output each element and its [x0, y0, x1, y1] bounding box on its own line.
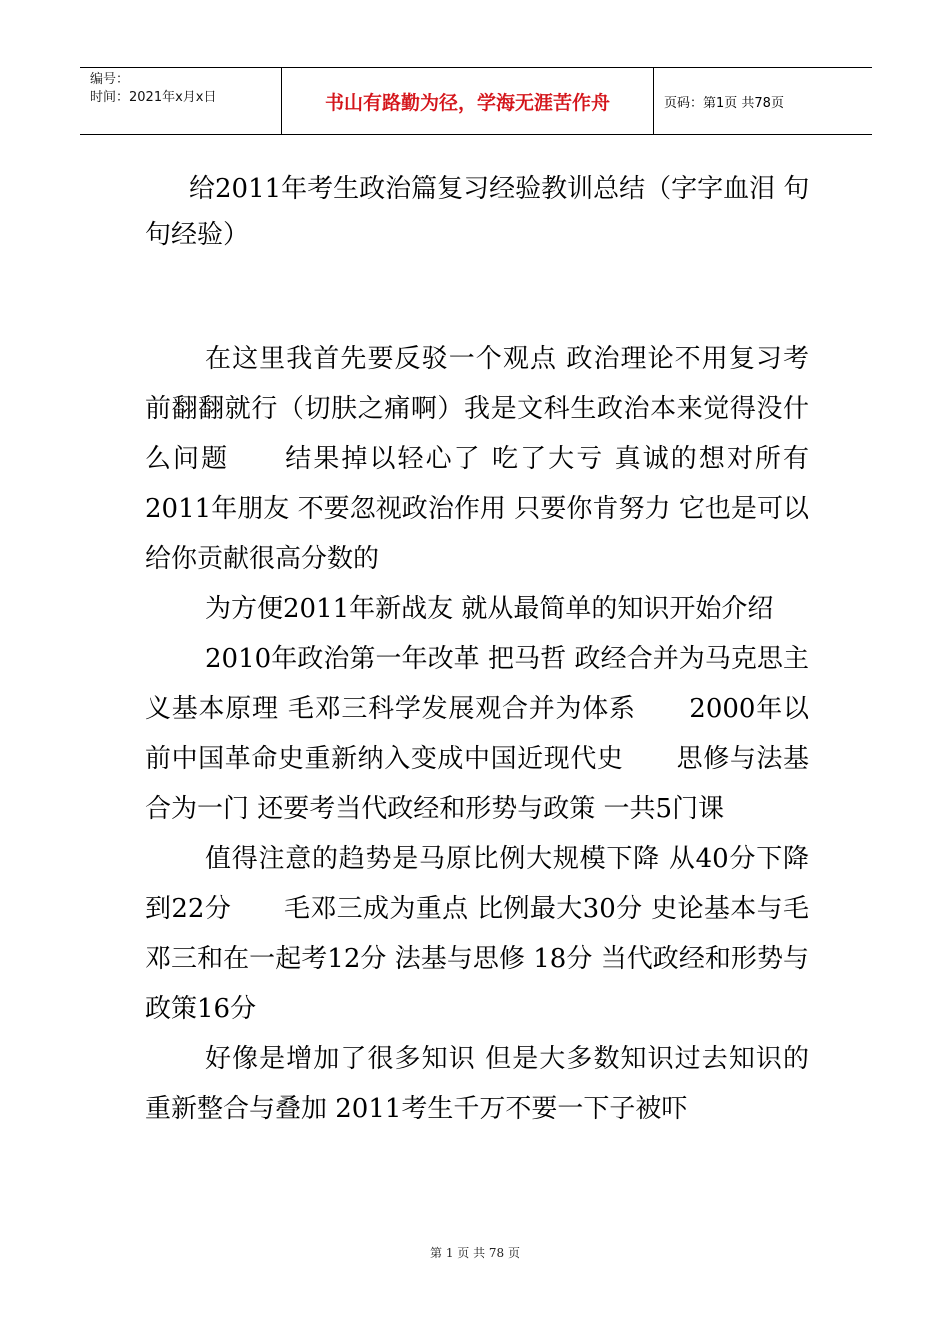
body-paragraph: 2010年政治第一年改革 把马哲 政经合并为马克思主义基本原理 毛邓三科学发展观合并为体系 2000年以前中国革命史重新纳入变成中国近现代史 思修与法基合为一门 还要考当代政经和形势与政策 一共5门课 — [145, 644, 809, 824]
document-body — [145, 334, 809, 1134]
document-number-label: 编号： — [90, 72, 130, 87]
header-page-code: 页码：第1页 共78页 — [664, 95, 784, 111]
document-date: 时间：2021年x月x日 — [90, 90, 217, 105]
document-title: 给2011年考生政治篇复习经验教训总结（字字血泪 句句经验） — [145, 174, 810, 250]
body-paragraph: 为方便2011年新战友 就从最简单的知识开始介绍 — [205, 594, 774, 624]
header-motto: 书山有路勤为径，学海无涯苦作舟 — [281, 68, 654, 134]
page-footer: 第 1 页 共 78 页 — [430, 1246, 520, 1260]
header-meta — [80, 68, 281, 134]
body-paragraph: 在这里我首先要反驳一个观点 政治理论不用复习考前翻翻就行（切肤之痛啊）我是文科生政治本来觉得没什么问题 结果掉以轻心了 吃了大亏 真诚的想对所有2011年朋友 不要忽视政治作用 只要你肯努力 它也是可以给你贡献很高分数的 — [145, 344, 809, 574]
page-header — [80, 67, 872, 135]
body-paragraph: 值得注意的趋势是马原比例大规模下降 从40分下降到22分 毛邓三成为重点 比例最大30分 史论基本与毛邓三和在一起考12分 法基与思修 18分 当代政经和形势与政策16分 — [145, 844, 809, 1024]
body-paragraph: 好像是增加了很多知识 但是大多数知识过去知识的重新整合与叠加 2011考生千万不要一下子被吓 — [145, 1044, 809, 1124]
